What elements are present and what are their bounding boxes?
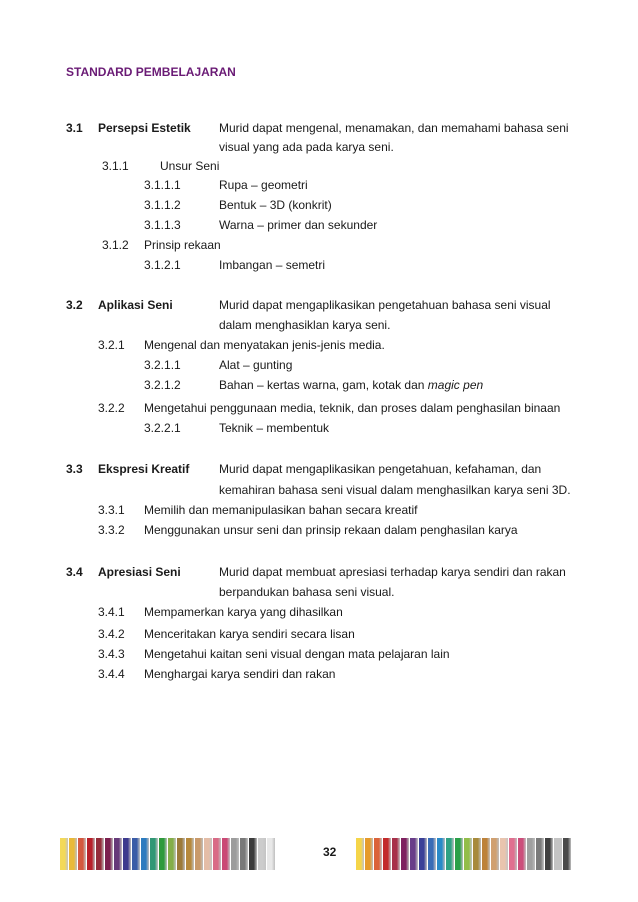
item-3-2-2-1-number: 3.2.2.1 [144,421,181,435]
item-3-1-1-3-text: Warna – primer dan sekunder [219,218,378,232]
pencil-stripe [455,838,464,870]
item-3-2-1-2-text-italic: magic pen [427,378,484,392]
pencil-stripe [87,838,96,870]
item-3-2-1-2-text-main: Bahan – kertas warna, gam, kotak dan [219,378,428,392]
pencil-stripe [258,838,267,870]
pencil-stripe [401,838,410,870]
item-3-2-2-label: Mengetahui penggunaan media, teknik, dan proses dalam penghasilan binaan [144,401,561,415]
pencil-stripe [518,838,527,870]
section-3-3-title: Ekspresi Kreatif [98,462,190,476]
pencil-stripe [383,838,392,870]
item-3-2-2-1-text: Teknik – membentuk [219,421,330,435]
pencil-stripe [231,838,240,870]
pencil-border-left [60,838,276,870]
item-3-1-1-1-number: 3.1.1.1 [144,178,181,192]
item-3-1-2-label: Prinsip rekaan [144,238,221,252]
item-3-2-1-number: 3.2.1 [98,338,125,352]
section-3-2-title: Aplikasi Seni [98,298,173,312]
pencil-stripe [392,838,401,870]
item-3-4-3-label: Mengetahui kaitan seni visual dengan mata pelajaran lain [144,647,450,661]
pencil-stripe [527,838,536,870]
section-3-4-desc-line1: Murid dapat membuat apresiasi terhadap karya sendiri dan rakan [219,565,566,579]
pencil-stripe [105,838,114,870]
item-3-4-2-label: Menceritakan karya sendiri secara lisan [144,627,355,641]
section-3-4-title: Apresiasi Seni [98,565,181,579]
item-3-1-1-1-text: Rupa – geometri [219,178,308,192]
item-3-4-4-number: 3.4.4 [98,667,125,681]
item-3-3-2-label: Menggunakan unsur seni dan prinsip rekaan dalam penghasilan karya [144,523,518,537]
pencil-stripe [69,838,78,870]
pencil-stripe [500,838,509,870]
pencil-stripe [159,838,168,870]
section-3-2-number: 3.2 [66,298,83,312]
item-3-3-1-number: 3.3.1 [98,503,125,517]
pencil-stripe [509,838,518,870]
section-3-1-title: Persepsi Estetik [98,121,191,135]
pencil-stripe [96,838,105,870]
pencil-stripe [554,838,563,870]
item-3-3-2-number: 3.3.2 [98,523,125,537]
pencil-stripe [437,838,446,870]
pencil-stripe [150,838,159,870]
item-3-1-1-2-number: 3.1.1.2 [144,198,181,212]
item-3-1-2-1-number: 3.1.2.1 [144,258,181,272]
pencil-stripe [168,838,177,870]
item-3-1-1-label: Unsur Seni [160,159,220,173]
pencil-stripe [419,838,428,870]
section-3-4-desc-line2: berpandukan bahasa seni visual. [219,585,395,599]
pencil-stripe [249,838,258,870]
pencil-stripe [410,838,419,870]
section-3-3-desc-line1: Murid dapat mengaplikasikan pengetahuan, kefahaman, dan [219,462,542,476]
item-3-1-2-number: 3.1.2 [102,238,129,252]
section-3-2-desc-line1: Murid dapat mengaplikasikan pengetahuan bahasa seni visual [219,298,551,312]
pencil-stripe [213,838,222,870]
pencil-stripe [473,838,482,870]
section-3-2-desc-line2: dalam menghasiklan karya seni. [219,318,391,332]
pencil-stripe [428,838,437,870]
page-heading: STANDARD PEMBELAJARAN [66,65,236,79]
pencil-stripe [365,838,374,870]
pencil-stripe [491,838,500,870]
item-3-1-1-number: 3.1.1 [102,159,129,173]
section-3-4-number: 3.4 [66,565,83,579]
pencil-stripe [446,838,455,870]
item-3-1-1-2-text: Bentuk – 3D (konkrit) [219,198,332,212]
pencil-stripe [123,838,132,870]
item-3-4-2-number: 3.4.2 [98,627,125,641]
pencil-stripe [374,838,383,870]
pencil-stripe [464,838,473,870]
pencil-stripe [536,838,545,870]
item-3-2-1-2-number: 3.2.1.2 [144,378,181,392]
pencil-stripe [222,838,231,870]
pencil-border-right [356,838,572,870]
item-3-2-1-1-number: 3.2.1.1 [144,358,181,372]
pencil-stripe [177,838,186,870]
item-3-4-4-label: Menghargai karya sendiri dan rakan [144,667,336,681]
pencil-stripe [114,838,123,870]
pencil-stripe [356,838,365,870]
section-3-1-desc-line2: visual yang ada pada karya seni. [219,140,394,154]
pencil-stripe [545,838,554,870]
item-3-2-1-2-text [219,378,483,393]
item-3-2-1-label: Mengenal dan menyatakan jenis-jenis media. [144,338,385,352]
pencil-stripe [141,838,150,870]
pencil-stripe [563,838,572,870]
section-3-1-desc-line1: Murid dapat mengenal, menamakan, dan memahami bahasa seni [219,121,569,135]
item-3-4-3-number: 3.4.3 [98,647,125,661]
pencil-stripe [186,838,195,870]
pencil-stripe [267,838,276,870]
item-3-1-2-1-text: Imbangan – semetri [219,258,326,272]
pencil-stripe [482,838,491,870]
section-3-3-desc-line2: kemahiran bahasa seni visual dalam menghasilkan karya seni 3D. [219,483,571,497]
item-3-4-1-label: Mempamerkan karya yang dihasilkan [144,605,343,619]
pencil-stripe [204,838,213,870]
item-3-2-1-1-text: Alat – gunting [219,358,293,372]
item-3-1-1-3-number: 3.1.1.3 [144,218,181,232]
section-3-1-number: 3.1 [66,121,83,135]
item-3-2-2-number: 3.2.2 [98,401,125,415]
pencil-stripe [60,838,69,870]
section-3-3-number: 3.3 [66,462,83,476]
item-3-3-1-label: Memilih dan memanipulasikan bahan secara kreatif [144,503,418,517]
pencil-stripe [195,838,204,870]
item-3-4-1-number: 3.4.1 [98,605,125,619]
pencil-stripe [132,838,141,870]
page-number: 32 [323,845,337,859]
pencil-stripe [240,838,249,870]
pencil-stripe [78,838,87,870]
